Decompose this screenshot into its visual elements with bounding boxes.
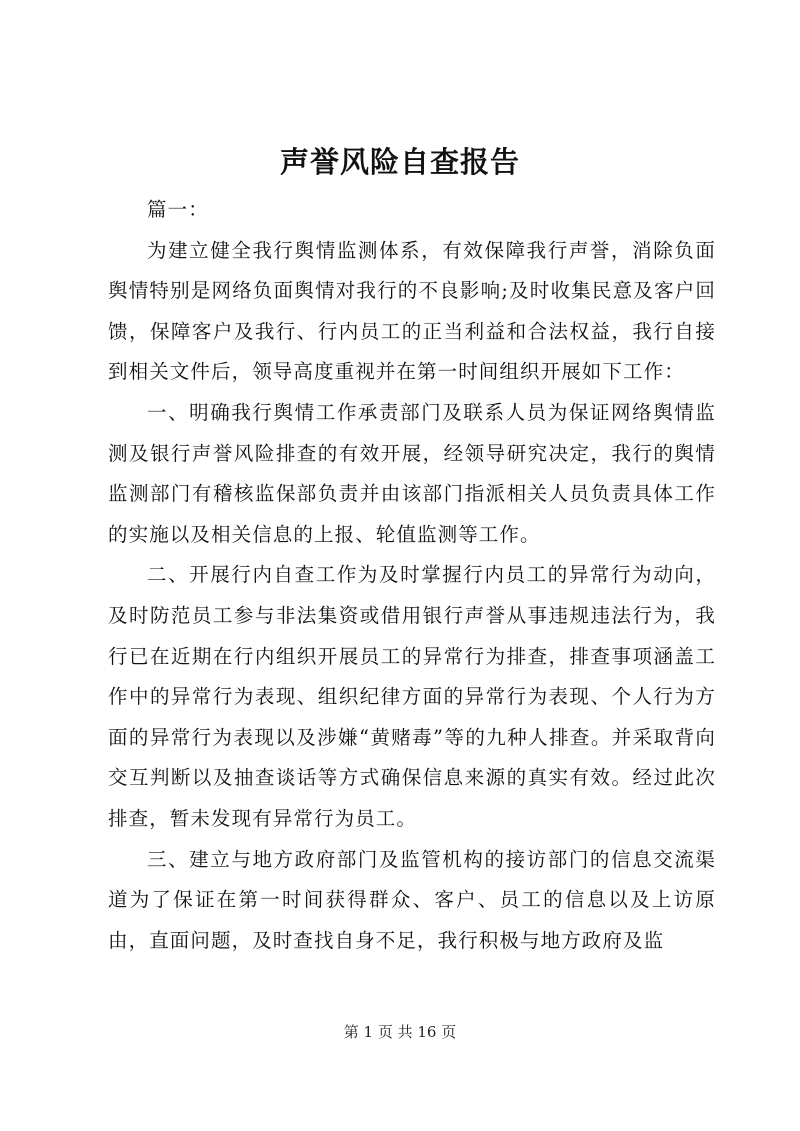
page-number-footer: 第 1 页 共 16 页 [343,1023,457,1041]
section-label: 篇一： [147,198,209,221]
paragraph-intro: 为建立健全我行舆情监测体系，有效保障我行声誉，消除负面舆情特别是网络负面舆情对我行的不良影响;及时收集民意及客户回馈，保障客户及我行、行内员工的正当利益和合法权益，我行自接到相关文件后，领导高度重视并在第一时间组织开展如下工作： [108,238,716,384]
paragraph-item-2: 二、开展行内自查工作为及时掌握行内员工的异常行为动向，及时防范员工参与非法集资或借用银行声誉从事违规违法行为，我行已在近期在行内组织开展员工的异常行为排查，排查事项涵盖工作中的异常行为表现、组织纪律方面的异常行为表现、个人行为方面的异常行为表现以及涉嫌“黄赌毒”等的九种人排查。并采取背向交互判断以及抽查谈话等方式确保信息来源的真实有效。经过此次排查，暂未发现有异常行为员工。 [108,563,716,830]
document-body [108,190,716,961]
document-title: 声誉风险自查报告 [279,145,520,179]
paragraph-item-3: 三、建立与地方政府部门及监管机构的接访部门的信息交流渠道为了保证在第一时间获得群众、客户、员工的信息以及上访原由，直面问题，及时查找自身不足，我行积极与地方政府及监 [108,847,716,952]
paragraph-item-1: 一、明确我行舆情工作承责部门及联系人员为保证网络舆情监测及银行声誉风险排查的有效开展，经领导研究决定，我行的舆情监测部门有稽核监保部负责并由该部门指派相关人员负责具体工作的实施以及相关信息的上报、轮值监测等工作。 [108,400,716,546]
